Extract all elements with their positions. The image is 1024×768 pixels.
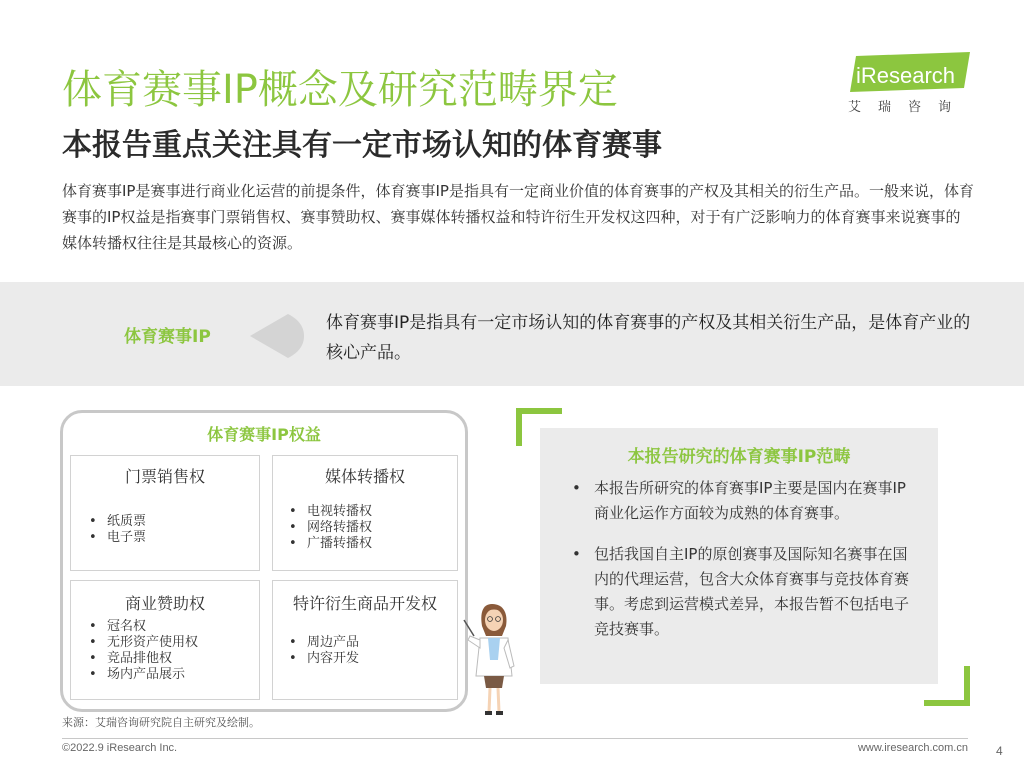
list-item: • 内容开发 — [289, 651, 359, 667]
rights-box-broadcast — [272, 455, 458, 571]
rights-box-list — [289, 635, 359, 667]
presenter-illustration — [456, 596, 534, 720]
scope-title: 本报告研究的体育赛事IP范畴 — [627, 447, 851, 467]
list-item: • 本报告所研究的体育赛事IP主要是国内在赛事IP商业化运作方面较为成熟的体育赛事。 — [566, 476, 916, 526]
footer-copyright: ©2022.9 iResearch Inc. — [62, 742, 178, 754]
definition-text: 体育赛事IP是指具有一定市场认知的体育赛事的产权及其相关衍生产品，是体育产业的核心产品。 — [326, 313, 971, 363]
rights-box-licensing — [272, 580, 458, 700]
footer-divider — [62, 738, 968, 739]
list-item: • 电视转播权 — [289, 504, 372, 520]
bracket-corner-bottom-right — [922, 664, 970, 706]
rights-box-title: 门票销售权 — [124, 467, 205, 486]
logo-text: iResearch — [856, 63, 956, 88]
footer-website-link[interactable]: www.iresearch.com.cn — [857, 742, 968, 754]
rights-title: 体育赛事IP权益 — [207, 425, 321, 444]
list-item: • 网络转播权 — [289, 520, 372, 536]
page-subtitle: 本报告重点关注具有一定市场认知的体育赛事 — [62, 128, 662, 163]
rights-box-title: 商业赞助权 — [124, 594, 205, 613]
source-note: 来源：艾瑞咨询研究院自主研究及绘制。 — [62, 716, 260, 729]
rights-box-ticketing — [70, 455, 260, 571]
rights-box-list — [289, 504, 372, 552]
rights-box-title: 媒体转播权 — [324, 467, 405, 486]
list-item: • 无形资产使用权 — [89, 635, 198, 651]
list-item: • 包括我国自主IP的原创赛事及国际知名赛事在国内的代理运营，包含大众体育赛事与竞技体育赛事。考虑到运营模式差异，本报告暂不包括电子竞技赛事。 — [566, 542, 916, 642]
iresearch-logo — [846, 52, 974, 114]
arrow-left-icon — [248, 312, 304, 360]
page-title: 体育赛事IP概念及研究范畴界定 — [62, 67, 618, 113]
list-item: • 电子票 — [89, 530, 146, 546]
list-item: • 广播转播权 — [289, 536, 372, 552]
scope-list — [566, 476, 916, 658]
logo-subtext: 艾瑞咨询 — [848, 100, 969, 115]
list-item: • 周边产品 — [289, 635, 359, 651]
list-item: • 竞品排他权 — [89, 651, 198, 667]
list-item: • 场内产品展示 — [89, 667, 198, 683]
rights-box-sponsorship — [70, 580, 260, 700]
rights-box-title: 特许衍生商品开发权 — [292, 594, 437, 613]
rights-box-list — [89, 619, 198, 683]
intro-paragraph: 体育赛事IP是赛事进行商业化运营的前提条件，体育赛事IP是指具有一定商业价值的体育赛事的产权及其相关的衍生产品。一般来说，体育赛事的IP权益是指赛事门票销售权、赛事赞助权、赛事媒体转播权益和特许衍生开发权这四种，对于有广泛影响力的体育赛事来说赛事的媒体转播权往往是其最核心的资源。 — [62, 182, 974, 252]
rights-box-list — [89, 514, 146, 546]
definition-label: 体育赛事IP — [124, 327, 211, 347]
list-item: • 冠名权 — [89, 619, 198, 635]
page-number: 4 — [996, 744, 1003, 758]
list-item: • 纸质票 — [89, 514, 146, 530]
